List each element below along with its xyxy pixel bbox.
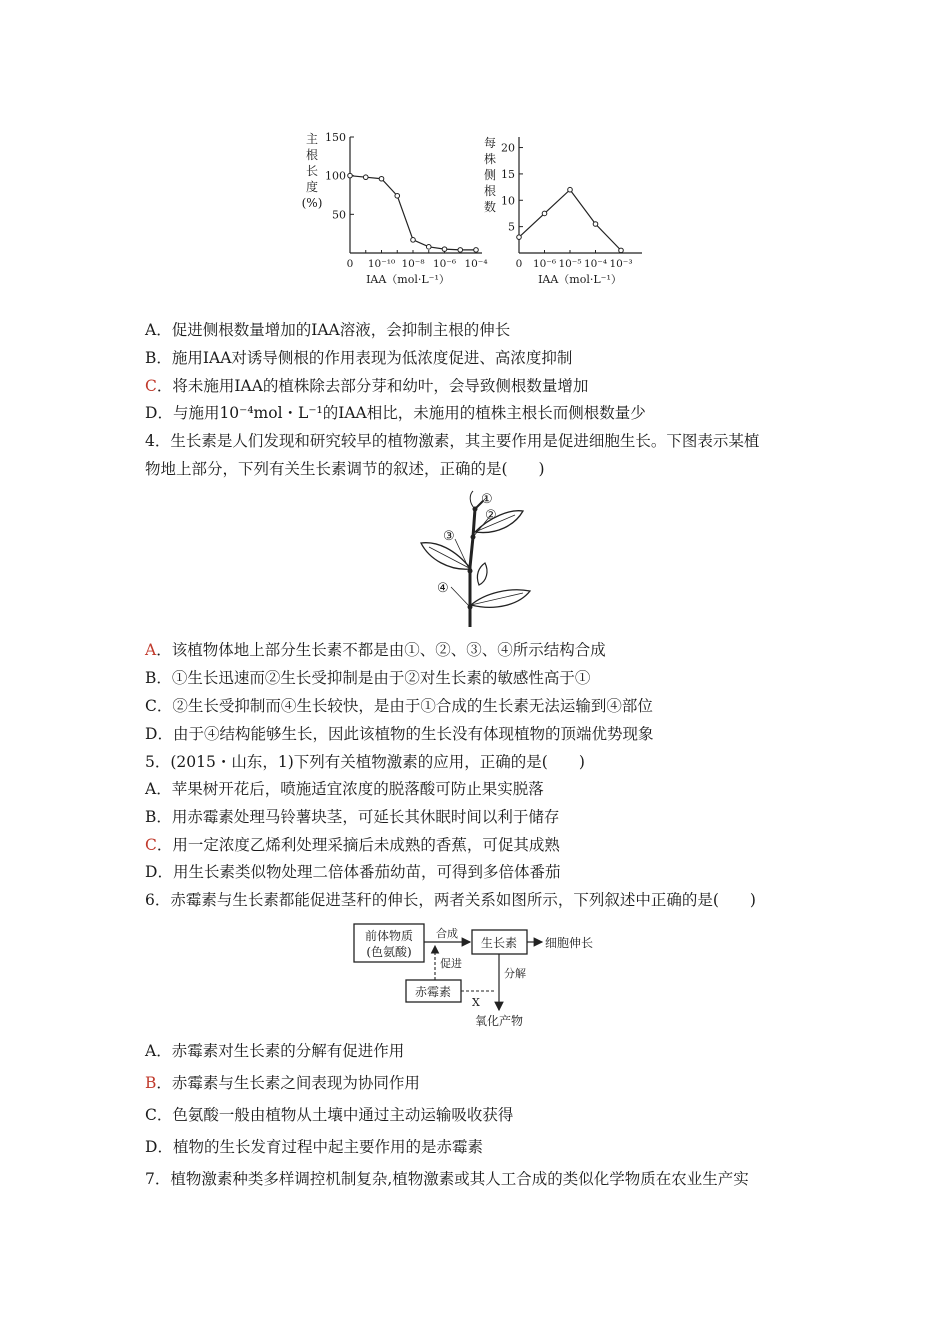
option-letter: B [145,349,157,367]
oxidation-label: 氧化产物 [474,1014,524,1028]
q6-option-d [145,1137,815,1157]
q6-stem: 6．赤霉素与生长素都能促进茎秆的伸长，两者关系如图所示，下列叙述中正确的是( ) [145,891,756,909]
left-ytick-label: 100 [325,169,346,183]
right-xtick-label: 10⁻⁵ [558,258,582,270]
option-letter: A [145,321,157,339]
right-ytick-label: 20 [501,141,515,155]
left-xtick-label: 10⁻¹⁰ [367,258,396,270]
right-data-point [593,222,598,227]
q5-option-a [145,779,815,799]
left-ytick-label: 50 [332,208,346,222]
option-text: ．将未施用IAA的植株除去部分芽和幼叶，会导致侧根数量增加 [156,377,589,395]
option-text: ．用一定浓度乙烯利处理采摘后未成熟的香蕉，可促其成熟 [156,836,560,854]
q6-option-b [145,1073,815,1093]
q6-option-a [145,1041,815,1061]
option-letter: D [145,725,158,743]
gibberellin-label: 赤霉素 [414,985,452,999]
left-data-point [474,248,479,253]
right-data-point [568,187,573,192]
option-letter: D [145,863,158,881]
option-letter: A [145,780,157,798]
option-text: ．该植物体地上部分生长素不都是由①、②、③、④所示结构合成 [156,641,606,659]
q6-option-c [145,1105,815,1125]
q3-option-c [145,376,815,396]
option-letter-answer: A [145,641,157,659]
option-letter: D [145,1138,158,1156]
right-ylabel-char: 根 [483,184,497,198]
left-ylabel-char: (%) [301,196,323,210]
left-data-point [363,175,368,180]
elongation-label: 细胞伸长 [545,936,594,950]
option-text: ．②生长受抑制而④生长较快，是由于①合成的生长素无法运输到④部位 [156,697,653,715]
left-data-point [458,248,463,253]
option-text: ．促进侧根数量增加的IAA溶液，会抑制主根的伸长 [156,321,511,339]
left-data-point [426,245,431,250]
q3-option-a [145,320,815,340]
hormone-relationship-diagram [350,920,630,1030]
right-data-point [619,248,624,253]
option-letter: A [145,1042,157,1060]
option-text: ．由于④结构能够生长，因此该植物的生长没有体现植物的顶端优势现象 [157,725,654,743]
left-ytick-label: 150 [325,131,346,144]
left-xtick-label: 10⁻⁴ [464,258,488,270]
q3-option-d [145,403,815,423]
plant-diagram [415,487,540,632]
plant-bud-leaf [477,563,487,585]
option-letter: C [145,1106,157,1124]
q4-option-d [145,724,815,744]
right-data-point [542,211,547,216]
promote-label: 促进 [440,957,462,970]
option-text: ．①生长迅速而②生长受抑制是由于②对生长素的敏感性高于① [156,669,591,687]
plant-label-4: ④ [437,581,449,596]
q5-option-c [145,835,815,855]
option-text: ．施用IAA对诱导侧根的作用表现为低浓度促进、高浓度抑制 [156,349,573,367]
right-ytick-label: 5 [508,220,515,234]
synth-label: 合成 [436,927,458,940]
option-letter: C [145,697,157,715]
option-letter-answer: C [145,377,157,395]
plant-label-2: ② [485,508,497,523]
left-ylabel-char: 长 [305,164,319,178]
option-letter: D [145,404,158,422]
right-ylabel-char: 侧 [483,168,497,182]
left-xtick-label: 10⁻⁸ [401,258,425,270]
left-ylabel-char: 度 [305,180,319,194]
q4-option-b [145,668,815,688]
option-text: ．赤霉素对生长素的分解有促进作用 [156,1042,405,1060]
option-text: ．用生长素类似物处理二倍体番茄幼苗，可得到多倍体番茄 [157,863,561,881]
left-ylabel-char: 根 [305,148,319,162]
left-ylabel-char: 主 [305,132,319,146]
left-chart-ylabel [302,132,323,210]
q4-stem-line1: 4．生长素是人们发现和研究较早的植物激素，其主要作用是促进细胞生长。下图表示某植 [145,432,760,450]
left-xtick-label: 0 [346,258,354,270]
left-chart-xlabel: IAA（mol·L⁻¹） [366,273,450,286]
q7-stem: 7．植物激素种类多样调控机制复杂,植物激素或其人工合成的类似化学物质在农业生产实 [145,1170,749,1188]
precursor-line2: (色氨酸) [366,945,412,959]
option-text: ．赤霉素与生长素之间表现为协同作用 [156,1074,420,1092]
q5-option-d [145,862,815,882]
option-letter: B [145,808,157,826]
option-letter: B [145,669,157,687]
option-text: ．用赤霉素处理马铃薯块茎，可延长其休眠时间以利于储存 [156,808,560,826]
left-data-point [395,193,400,198]
option-letter-answer: C [145,836,157,854]
option-text: ．色氨酸一般由植物从土壤中通过主动运输吸收获得 [156,1106,514,1124]
option-text: ．植物的生长发育过程中起主要作用的是赤霉素 [157,1138,483,1156]
iaa-charts-figure [290,125,670,295]
right-ylabel-char: 数 [483,200,497,214]
decompose-label: 分解 [504,967,526,980]
right-data-point [517,235,522,240]
plant-label-3: ③ [443,529,455,544]
auxin-label: 生长素 [480,936,518,950]
right-chart-xlabel: IAA（mol·L⁻¹） [538,273,622,286]
right-ylabel-char: 每 [483,136,497,150]
right-ytick-label: 10 [501,194,515,208]
q5-stem: 5．(2015・山东，1)下列有关植物激素的应用，正确的是( ) [145,753,585,771]
option-letter-answer: B [145,1074,157,1092]
left-data-point [348,173,353,178]
q4-option-a [145,640,815,660]
right-xtick-label: 10⁻³ [609,258,633,270]
q3-option-b [145,348,815,368]
right-chart-ylabel [484,135,496,214]
right-ytick-label: 15 [501,167,515,181]
left-data-point [442,247,447,252]
left-chart [302,131,488,286]
right-series-line [519,190,621,251]
q4-stem-line2: 物地上部分，下列有关生长素调节的叙述，正确的是( ) [145,460,545,478]
right-ylabel-char: 株 [483,152,497,166]
option-text: ．与施用10⁻⁴mol・L⁻¹的IAA相比，未施用的植株主根长而侧根数量少 [157,404,646,422]
left-xtick-label: 10⁻⁶ [432,258,457,270]
right-xtick-label: 10⁻⁴ [583,258,608,270]
option-text: ．苹果树开花后，喷施适宜浓度的脱落酸可防止果实脱落 [156,780,544,798]
right-xtick-label: 0 [515,258,523,270]
right-xtick-label: 10⁻⁶ [532,258,557,270]
q5-option-b [145,807,815,827]
q4-option-c [145,696,815,716]
left-data-point [379,176,384,181]
plant-label-1: ① [481,492,493,507]
x-mark: X [472,996,480,1009]
precursor-line1: 前体物质 [364,929,414,943]
left-data-point [411,238,416,243]
right-chart [484,135,642,286]
